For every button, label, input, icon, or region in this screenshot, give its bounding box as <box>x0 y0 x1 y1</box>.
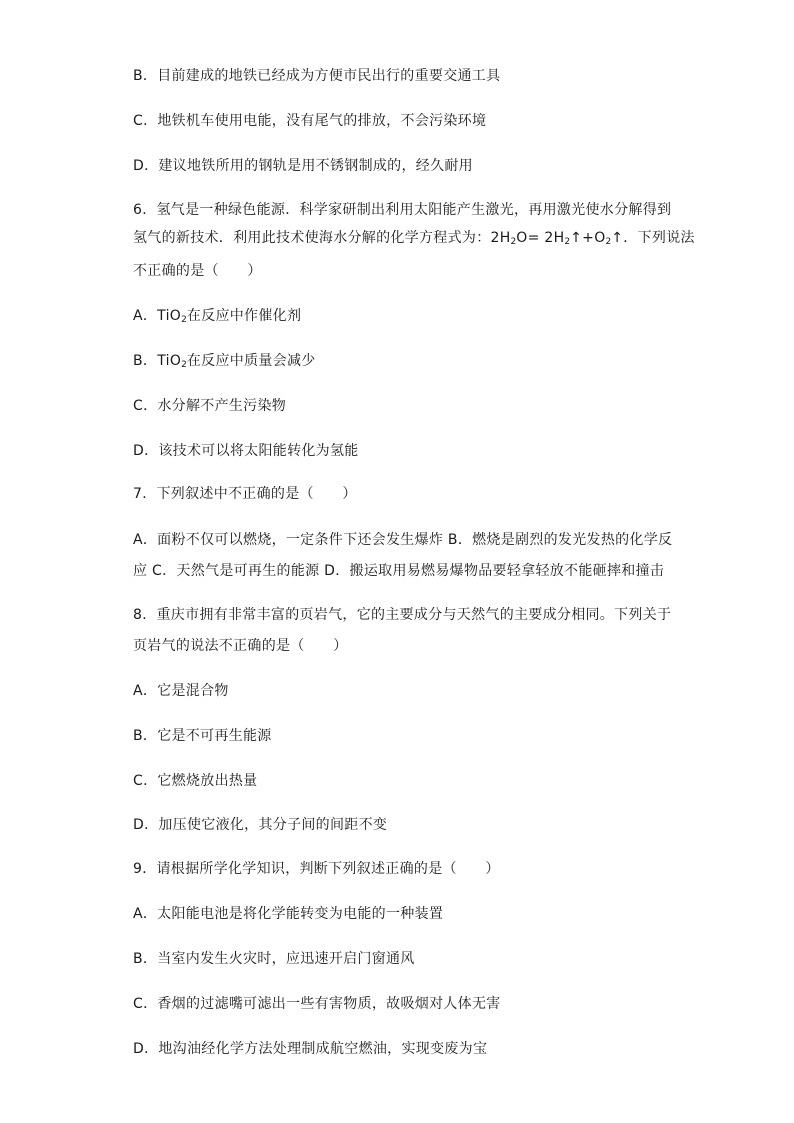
q6-equation-suffix: ↑．下列说法 <box>611 230 695 246</box>
q6-option-a <box>133 306 673 330</box>
q6-option-a-suffix: 在反应中作催化剂 <box>186 308 302 324</box>
q6-stem-line-1: 6．氢气是一种绿色能源．科学家研制出利用太阳能产生激光，再用激光使水分解得到 <box>133 202 672 218</box>
q6-option-b-suffix: 在反应中质量会减少 <box>186 353 316 369</box>
q6-equation-part: ↑+O <box>570 230 606 246</box>
q8-option-d: D．加压使它液化，其分子间的间距不变 <box>133 817 388 833</box>
q8-stem-line-2: 页岩气的说法不正确的是（ ） <box>133 638 348 654</box>
q6-subscript: 2 <box>510 237 517 247</box>
q7-options-line-1: A．面粉不仅可以燃烧，一定条件下还会发生爆炸 B．燃烧是剧烈的发光发热的化学反 <box>133 532 673 548</box>
q6-option-d: D．该技术可以将太阳能转化为氢能 <box>133 443 359 459</box>
q8-stem-line-1: 8．重庆市拥有非常丰富的页岩气，它的主要成分与天然气的主要成分相同。下列关于 <box>133 607 672 623</box>
q6-option-a-prefix: A．TiO <box>133 308 182 324</box>
q6-option-a-subscript: 2 <box>181 315 187 325</box>
q5-option-b: B．目前建成的地铁已经成为方便市民出行的重要交通工具 <box>133 68 501 84</box>
q6-subscript: 2 <box>605 237 612 247</box>
q5-option-d: D．建议地铁所用的钢轨是用不锈钢制成的，经久耐用 <box>133 158 473 174</box>
q6-option-b <box>133 351 673 375</box>
q6-option-c: C．水分解不产生污染物 <box>133 398 287 414</box>
q8-option-c: C．它燃烧放出热量 <box>133 773 258 789</box>
q6-stem-line-2 <box>133 228 695 252</box>
q6-equation-part: O= 2H <box>516 230 565 246</box>
q9-option-a: A．太阳能电池是将化学能转变为电能的一种装置 <box>133 906 444 922</box>
q6-equation-prefix: 氢气的新技术．利用此技术使海水分解的化学方程式为：2H <box>133 230 511 246</box>
q7-options-line-2: 应 C．天然气是可再生的能源 D．搬运取用易燃易爆物品要轻拿轻放不能砸摔和撞击 <box>133 563 665 579</box>
q5-option-c: C．地铁机车使用电能，没有尾气的排放，不会污染环境 <box>133 113 487 129</box>
q9-stem: 9．请根据所学化学知识，判断下列叙述正确的是（ ） <box>133 861 500 877</box>
q8-option-a: A．它是混合物 <box>133 683 229 699</box>
q9-option-b: B．当室内发生火灾时，应迅速开启门窗通风 <box>133 951 415 967</box>
q9-option-d: D．地沟油经化学方法处理制成航空燃油，实现变废为宝 <box>133 1041 488 1057</box>
q9-option-c: C．香烟的过滤嘴可滤出一些有害物质，故吸烟对人体无害 <box>133 996 501 1012</box>
q6-subscript: 2 <box>564 237 571 247</box>
q6-option-b-subscript: 2 <box>181 360 187 370</box>
q6-option-b-prefix: B．TiO <box>133 353 182 369</box>
q7-stem: 7．下列叙述中不正确的是（ ） <box>133 486 357 502</box>
q6-stem-line-3: 不正确的是（ ） <box>133 263 262 279</box>
q8-option-b: B．它是不可再生能源 <box>133 728 272 744</box>
